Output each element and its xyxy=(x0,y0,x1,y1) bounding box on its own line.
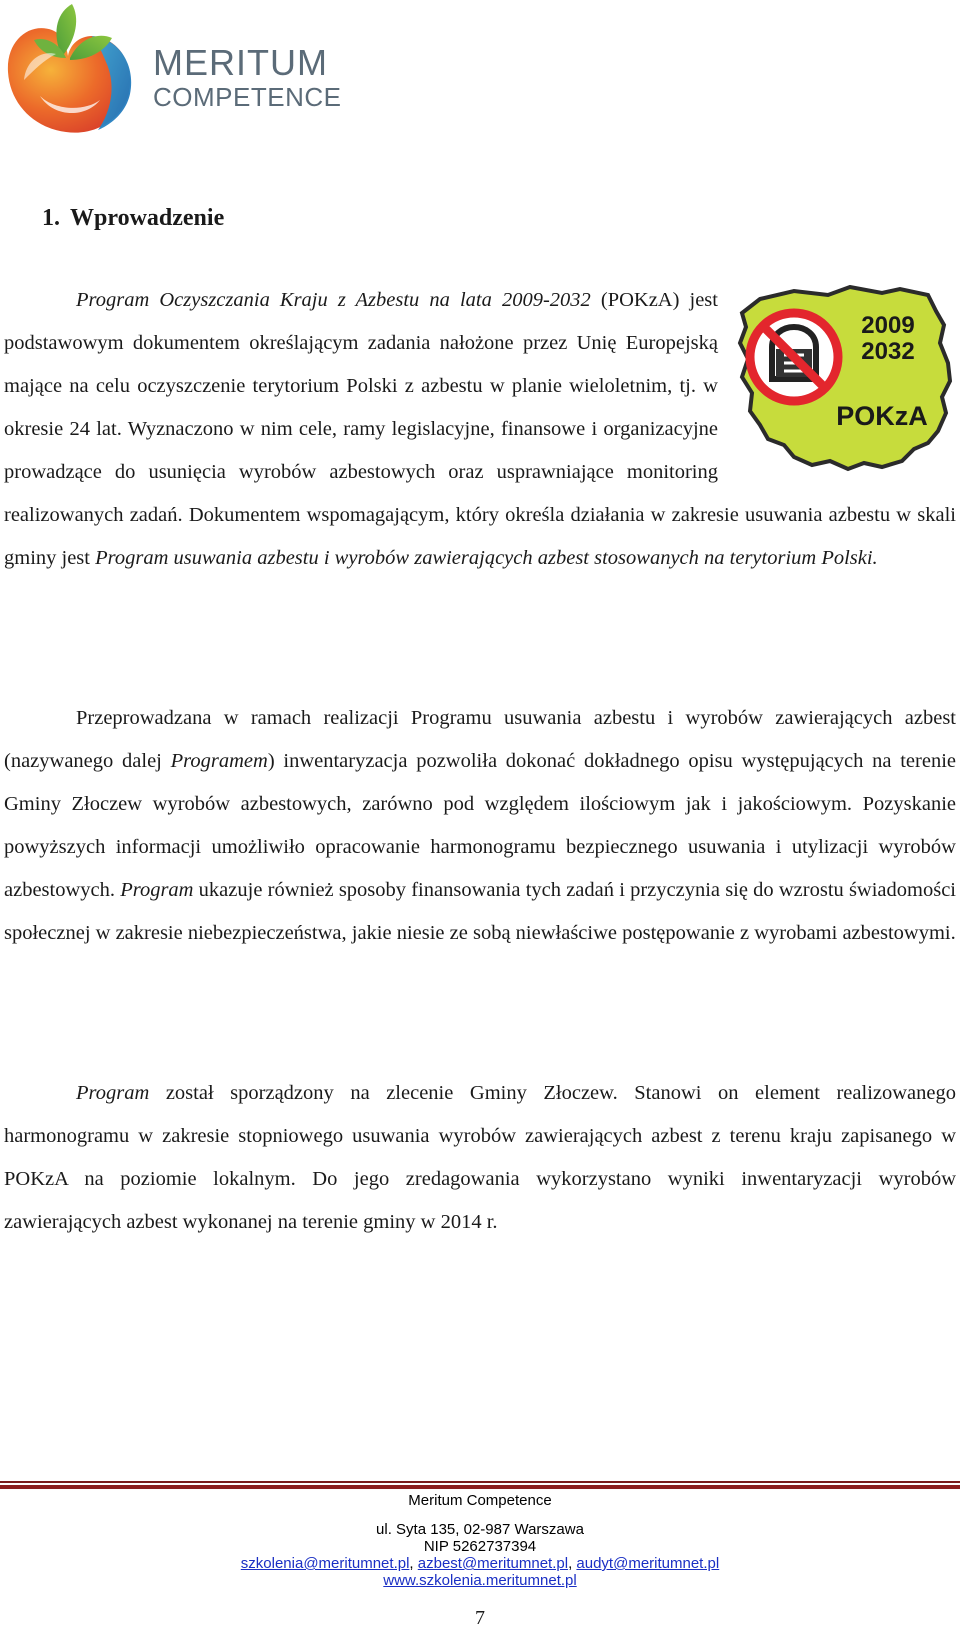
p2-italic-a: Programem xyxy=(170,750,268,772)
logo-wordmark-line2: COMPETENCE xyxy=(153,82,342,112)
footer-rule-thick xyxy=(0,1485,960,1489)
footer-rule-thin xyxy=(0,1481,960,1483)
poland-map-no-asbestos-icon xyxy=(732,285,956,475)
website-link[interactable]: www.szkolenia.meritumnet.pl xyxy=(383,1572,577,1589)
company-logo xyxy=(0,0,342,140)
p3-text-a: został sporządzony na zlecenie Gminy Złoczew. Stanowi on element realizowanego harmonogramu w zakresie stopniowego usuwania wyrobów zawierających azbest z terenu kraju zapisanego w POKzA na poziomie lokalnym. Do jego zredagowania wykorzystano wyniki inwentaryzacji wyrobów zawierających azbest wykonanej na terenie gminy w 2014 r. xyxy=(4,1082,956,1233)
p2-text-a: Przeprowadzana w ramach realizacji Programu usuwania azbestu i wyrobów zawierających azbest (nazywanego dalej xyxy=(4,707,956,772)
p2-text-c: ukazuje również sposoby finansowania tych zadań i przyczynia się do wzrostu świadomości społecznej w zakresie niebezpieczeństwa, jakie niesie ze sobą niewłaściwe postępowanie z wyrobami azbestowymi. xyxy=(4,879,956,944)
email-link-azbest[interactable]: azbest@meritumnet.pl xyxy=(417,1555,569,1572)
p3-italic-a: Program xyxy=(76,1082,150,1104)
email-separator-1: , xyxy=(409,1555,418,1572)
footer-emails xyxy=(0,1555,960,1572)
intro-paragraph-1 xyxy=(4,279,956,580)
intro-paragraph-2 xyxy=(4,697,956,955)
p2-italic-b: Program xyxy=(120,879,194,901)
footer-nip: NIP 5262737394 xyxy=(423,1538,537,1555)
pokza-badge xyxy=(732,285,956,475)
intro-paragraph-3 xyxy=(4,1072,956,1244)
p1-text-a: (POKzA) jest podstawowym dokumentem określającym zadania nałożone przez Unię Europejską mające na celu oczyszczenie terytorium Polski z azbestu w planie wieloletnim, tj. w okresie 24 lat. Wyznaczono w nim cele, ramy legislacyjne, finansowe i organizacyjne prowadzące do usunięcia wyrobów azbestowych oraz usprawniające monitoring realizowanych zadań. Dokumentem wspomagającym, który określa działania w zakresie usuwania azbestu w skali gminy jest xyxy=(4,289,956,569)
p2-text-b: ) inwentaryzacja pozwoliła dokonać dokładnego opisu występujących na terenie Gminy Złoczew wyrobów azbestowych, zarówno pod względem ilościowym jak i jakościowym. Pozyskanie powyższych informacji umożliwiło opracowanie harmonogramu bezpiecznego usuwania i utylizacji wyrobów azbestowych. xyxy=(4,750,956,901)
email-link-audyt[interactable]: audyt@meritumnet.pl xyxy=(576,1555,720,1572)
email-link-szkolenia[interactable]: szkolenia@meritumnet.pl xyxy=(240,1555,410,1572)
section-heading xyxy=(42,205,224,232)
badge-acronym: POKzA xyxy=(836,401,928,431)
badge-year-top: 2009 xyxy=(861,312,915,339)
section-title: Wprowadzenie xyxy=(70,205,225,231)
footer-address: ul. Syta 135, 02-987 Warszawa xyxy=(376,1521,584,1538)
footer-company: Meritum Competence xyxy=(408,1492,552,1509)
page-footer xyxy=(0,1492,960,1589)
badge-year-bottom: 2032 xyxy=(861,338,915,365)
logo-mark-icon xyxy=(0,0,150,140)
removal-program-title: Program usuwania azbestu i wyrobów zawierających azbest stosowanych na terytorium Polski. xyxy=(95,547,878,569)
email-separator-2: , xyxy=(568,1555,577,1572)
page-number: 7 xyxy=(475,1607,485,1629)
section-number: 1. xyxy=(42,205,60,231)
pokza-program-title: Program Oczyszczania Kraju z Azbestu na lata 2009-2032 xyxy=(76,289,591,311)
logo-wordmark-line1: MERITUM xyxy=(153,42,328,83)
